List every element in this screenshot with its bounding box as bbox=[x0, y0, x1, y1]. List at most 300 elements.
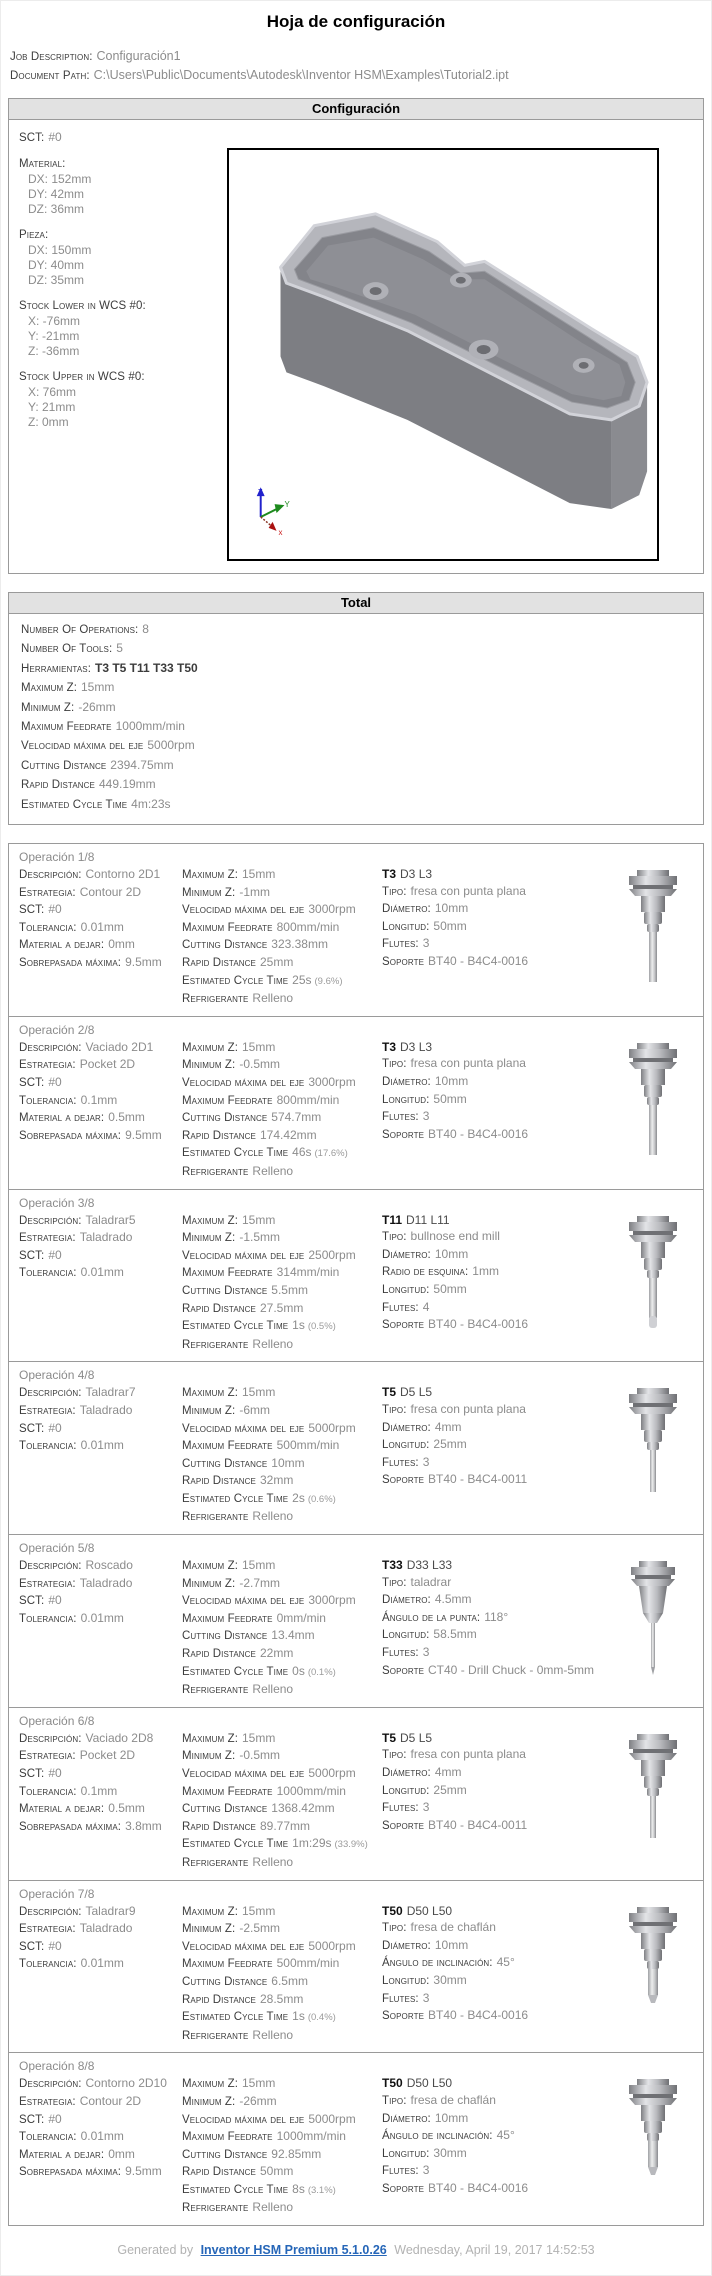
page-title: Hoja de configuración bbox=[266, 12, 446, 31]
field-label: Flutes: bbox=[382, 1111, 419, 1124]
field-row bbox=[382, 1746, 613, 1764]
field-row bbox=[182, 1800, 382, 1818]
field-row bbox=[19, 1730, 182, 1748]
field-value: 25mm bbox=[433, 1437, 467, 1452]
field-value: 32mm bbox=[259, 1473, 294, 1488]
tool-number: T5 bbox=[382, 1730, 397, 1745]
field-row bbox=[19, 1938, 182, 1956]
tool-number: T5 bbox=[382, 1385, 397, 1400]
field-value: 6.5mm bbox=[271, 1973, 308, 1988]
operation-title: Operación 7/8 bbox=[19, 1886, 95, 1901]
operation-row bbox=[9, 1535, 703, 1708]
field-label: Estimated Cycle Time bbox=[182, 2011, 289, 2024]
field-value: Relleno bbox=[252, 991, 294, 1006]
tool-title bbox=[382, 1903, 613, 1920]
field-row bbox=[182, 1938, 382, 1956]
field-value: 0.01mm bbox=[80, 1956, 124, 1971]
field-value: fresa de chaflán bbox=[410, 1920, 496, 1935]
bullnose-endmill-icon bbox=[613, 1212, 693, 1336]
field-label: Maximum Feedrate bbox=[182, 1094, 273, 1107]
field-label: Soporte bbox=[382, 1474, 425, 1487]
field-label: Ángulo de inclinación: bbox=[382, 1957, 493, 1970]
field-value: 5000rpm bbox=[147, 738, 195, 753]
field-value: 22mm bbox=[259, 1646, 294, 1661]
field-label: Longitud: bbox=[382, 1093, 430, 1106]
field-value: 3000rpm bbox=[308, 1075, 356, 1089]
field-row bbox=[19, 1783, 182, 1801]
field-row bbox=[19, 2075, 182, 2093]
field-label: Maximum Z: bbox=[182, 1387, 238, 1400]
field-row bbox=[182, 1955, 382, 1973]
operation-stats-column bbox=[182, 866, 382, 1008]
setup-group-item: DZ: 35mm bbox=[28, 273, 85, 287]
operation-columns bbox=[19, 1557, 693, 1699]
field-label: Minimum Z: bbox=[182, 1404, 236, 1417]
field-row bbox=[21, 639, 691, 658]
field-value: Relleno bbox=[252, 1336, 294, 1351]
field-label: Velocidad máxima del eje bbox=[182, 1422, 305, 1435]
operation-columns bbox=[19, 1903, 693, 2045]
field-value: 0.01mm bbox=[80, 1610, 124, 1625]
field-label: Refrigerante bbox=[182, 1165, 249, 1178]
field-row bbox=[19, 1384, 182, 1402]
document-path-value: C:\Users\Public\Documents\Autodesk\Inventor HSM\Examples\Tutorial2.ipt bbox=[93, 68, 509, 82]
field-value: 5.5mm bbox=[271, 1282, 308, 1297]
field-row bbox=[19, 2093, 182, 2111]
field-row bbox=[182, 1056, 382, 1074]
field-row bbox=[19, 1420, 182, 1438]
field-value: 10mm bbox=[434, 1937, 469, 1952]
field-value: Relleno bbox=[252, 1854, 294, 1869]
field-label: Velocidad máxima del eje bbox=[182, 1249, 305, 1262]
field-label: SCT: bbox=[19, 2113, 45, 2126]
field-value: Roscado bbox=[85, 1558, 133, 1573]
job-description-value: Configuración1 bbox=[96, 49, 181, 63]
field-value: #0 bbox=[48, 1593, 62, 1608]
field-row bbox=[19, 2163, 182, 2181]
axis-z-label: Z bbox=[257, 488, 263, 498]
operation-columns bbox=[19, 1384, 693, 1526]
field-value: 2s bbox=[292, 1490, 305, 1505]
field-value: 574.7mm bbox=[271, 1110, 322, 1125]
field-label: Soporte bbox=[382, 2182, 425, 2195]
field-label: Tolerancia: bbox=[19, 1440, 77, 1453]
field-label: Velocidad máxima del eje bbox=[182, 2113, 305, 2126]
document-meta bbox=[10, 47, 704, 85]
flat-endmill-small-icon bbox=[613, 1384, 693, 1508]
field-value: 10mm bbox=[434, 901, 469, 916]
field-row bbox=[182, 1783, 382, 1801]
setup-group-item: Z: -36mm bbox=[28, 344, 80, 358]
field-label: Diámetro: bbox=[382, 1939, 431, 1952]
field-label: Cutting Distance bbox=[182, 1284, 268, 1297]
field-label: Minimum Z: bbox=[182, 1750, 236, 1763]
setup-group-header bbox=[19, 155, 227, 172]
tool-number: T50 bbox=[382, 2076, 403, 2091]
setup-group-item: DY: 42mm bbox=[28, 187, 85, 201]
field-row bbox=[182, 2146, 382, 2164]
field-value: 3 bbox=[422, 1800, 430, 1815]
field-label: Refrigerante bbox=[182, 2029, 249, 2042]
field-row bbox=[19, 1765, 182, 1783]
field-note: (9.6%) bbox=[314, 975, 343, 987]
field-label: Refrigerante bbox=[182, 2202, 249, 2215]
field-value: #0 bbox=[48, 1420, 62, 1435]
tool-info-column bbox=[382, 2075, 613, 2197]
field-value: 0.1mm bbox=[80, 1783, 118, 1798]
field-value: -1mm bbox=[239, 884, 270, 899]
field-row bbox=[182, 2128, 382, 2146]
field-label: Tipo: bbox=[382, 1922, 407, 1935]
setup-group-item: X: -76mm bbox=[28, 314, 81, 328]
field-value: BT40 - B4C4-0016 bbox=[428, 2008, 529, 2023]
field-value: 30mm bbox=[433, 1972, 467, 1987]
field-label: Velocidad máxima del eje bbox=[182, 1940, 305, 1953]
field-row bbox=[19, 954, 182, 972]
field-row bbox=[182, 1920, 382, 1938]
field-row bbox=[382, 2092, 613, 2110]
field-label: Estrategia: bbox=[19, 1232, 76, 1245]
field-label: Flutes: bbox=[382, 1647, 419, 1660]
field-row bbox=[382, 1990, 613, 2008]
field-row bbox=[182, 919, 382, 937]
field-value: 3 bbox=[422, 2163, 430, 2178]
field-value: 500mm/min bbox=[276, 1956, 340, 1971]
field-row bbox=[382, 1073, 613, 1091]
field-label: Number Of Tools: bbox=[21, 643, 113, 656]
field-value: 174.42mm bbox=[259, 1127, 317, 1142]
field-row bbox=[182, 1247, 382, 1265]
field-value: bullnose end mill bbox=[410, 1229, 500, 1244]
field-row bbox=[182, 1835, 382, 1854]
field-label: Descripción: bbox=[19, 2078, 82, 2091]
field-value: 89.77mm bbox=[259, 1818, 310, 1833]
tool-info-column bbox=[382, 1039, 613, 1144]
field-label: Soporte bbox=[382, 1664, 425, 1677]
field-row bbox=[182, 990, 382, 1008]
field-label: Flutes: bbox=[382, 1301, 419, 1314]
field-row bbox=[19, 1437, 182, 1455]
field-value: -26mm bbox=[239, 2093, 277, 2108]
field-row bbox=[182, 1973, 382, 1991]
field-value: 58.5mm bbox=[433, 1627, 477, 1642]
field-row bbox=[382, 1574, 613, 1592]
field-value: 15mm bbox=[242, 867, 276, 882]
operation-stats-column bbox=[182, 1384, 382, 1526]
field-value: 5000rpm bbox=[308, 2111, 356, 2126]
field-row bbox=[182, 1229, 382, 1247]
field-row bbox=[382, 1972, 613, 1990]
operation-columns bbox=[19, 866, 693, 1008]
operation-row bbox=[9, 1708, 703, 1881]
field-value: 5 bbox=[116, 641, 123, 656]
field-value: 0s bbox=[292, 1663, 305, 1678]
field-row bbox=[382, 1316, 613, 1334]
field-row bbox=[382, 2162, 613, 2180]
setup-group-item: X: 76mm bbox=[28, 385, 77, 399]
tool-title bbox=[382, 2075, 613, 2092]
field-row bbox=[21, 698, 691, 717]
field-row bbox=[182, 1384, 382, 1402]
field-label: Maximum Z: bbox=[182, 869, 238, 882]
field-row bbox=[182, 2163, 382, 2181]
field-note: (0.1%) bbox=[307, 1666, 336, 1678]
field-value: Contour 2D bbox=[79, 884, 142, 899]
operation-title: Operación 1/8 bbox=[19, 850, 95, 865]
field-row bbox=[182, 1317, 382, 1336]
field-value: 9.5mm bbox=[125, 1127, 162, 1142]
drill-icon bbox=[613, 1557, 693, 1681]
field-row bbox=[21, 756, 691, 775]
field-value: fresa con punta plana bbox=[410, 883, 526, 898]
field-value: 3.8mm bbox=[125, 1818, 162, 1833]
field-value: -0.5mm bbox=[239, 1057, 280, 1072]
field-label: Tipo: bbox=[382, 1058, 407, 1071]
field-label: Longitud: bbox=[382, 1974, 430, 1987]
operation-stats-column bbox=[182, 2075, 382, 2217]
field-value: 8s bbox=[292, 2181, 305, 2196]
operation-columns bbox=[19, 1039, 693, 1181]
document-path-row bbox=[10, 66, 704, 85]
field-label: Rapid Distance bbox=[182, 957, 256, 970]
field-row bbox=[382, 1644, 613, 1662]
field-label: Cutting Distance bbox=[182, 1975, 268, 1988]
total-rows bbox=[9, 614, 703, 824]
part-3d-view bbox=[227, 148, 659, 561]
field-value: 15mm bbox=[81, 680, 115, 695]
total-section-header: Total bbox=[9, 593, 703, 614]
tool-info-column bbox=[382, 866, 613, 971]
field-value: #0 bbox=[48, 2111, 62, 2126]
field-value: 0.1mm bbox=[80, 1092, 118, 1107]
field-label: Estrategia: bbox=[19, 1059, 76, 1072]
field-value: 1368.42mm bbox=[271, 1801, 335, 1816]
tool-dims: D50 L50 bbox=[406, 2076, 453, 2091]
field-row bbox=[19, 1575, 182, 1593]
field-label: SCT: bbox=[19, 1940, 45, 1953]
field-value: Vaciado 2D8 bbox=[85, 1730, 154, 1745]
field-row bbox=[382, 1662, 613, 1680]
operation-stats-column bbox=[182, 1212, 382, 1354]
field-row bbox=[382, 1609, 613, 1627]
field-label: Soporte bbox=[382, 1319, 425, 1332]
field-label: Tolerancia: bbox=[19, 2131, 77, 2144]
tool-dims: D5 L5 bbox=[400, 1385, 433, 1400]
field-value: 800mm/min bbox=[276, 919, 340, 934]
field-label: Maximum Z: bbox=[182, 1560, 238, 1573]
footer-prefix: Generated by bbox=[117, 2243, 194, 2258]
field-row bbox=[19, 1039, 182, 1057]
field-row bbox=[19, 2128, 182, 2146]
field-row bbox=[19, 936, 182, 954]
field-row bbox=[21, 717, 691, 736]
field-value: -2.7mm bbox=[239, 1575, 280, 1590]
tool-info-column bbox=[382, 1212, 613, 1334]
field-label: Tipo: bbox=[382, 2094, 407, 2107]
field-value: 3000rpm bbox=[308, 902, 356, 917]
field-label: Minimum Z: bbox=[182, 2095, 236, 2108]
field-label: Sobrepasada máxima: bbox=[19, 957, 122, 970]
field-value: 1000mm/min bbox=[276, 1783, 346, 1798]
field-label: Soporte bbox=[382, 956, 425, 969]
field-row bbox=[19, 919, 182, 937]
field-label: SCT: bbox=[19, 1768, 45, 1780]
field-value: 314mm/min bbox=[276, 1265, 340, 1280]
field-label: SCT: bbox=[19, 1249, 45, 1262]
field-row bbox=[382, 1436, 613, 1454]
field-row bbox=[182, 1455, 382, 1473]
field-row bbox=[182, 1747, 382, 1765]
field-value: Taladrar9 bbox=[85, 1903, 136, 1918]
field-value: 500mm/min bbox=[276, 1438, 340, 1453]
field-value: 15mm bbox=[242, 2076, 276, 2091]
field-note: (33.9%) bbox=[334, 1839, 368, 1851]
field-row bbox=[382, 1263, 613, 1281]
setup-group-item: DY: 40mm bbox=[28, 258, 85, 272]
field-row bbox=[182, 1092, 382, 1110]
field-value: 449.19mm bbox=[98, 777, 156, 792]
field-label: Longitud: bbox=[382, 1283, 430, 1296]
field-row bbox=[182, 954, 382, 972]
field-row bbox=[19, 884, 182, 902]
field-row bbox=[19, 1920, 182, 1938]
field-label: Estimated Cycle Time bbox=[182, 2183, 289, 2196]
field-value: 4.5mm bbox=[434, 1592, 472, 1607]
field-label: Rapid Distance bbox=[182, 1475, 256, 1488]
field-row bbox=[19, 1074, 182, 1092]
field-note: (0.5%) bbox=[307, 1321, 336, 1333]
field-row bbox=[382, 1471, 613, 1489]
setup-group-item: DZ: 36mm bbox=[28, 202, 85, 216]
field-value: 15mm bbox=[242, 1385, 276, 1400]
field-row bbox=[382, 1954, 613, 1972]
field-row bbox=[182, 1663, 382, 1682]
field-label: Maximum Feedrate bbox=[182, 1785, 273, 1798]
field-row bbox=[182, 972, 382, 991]
field-value: T3 T5 T11 T33 T50 bbox=[95, 660, 198, 675]
field-value: 118° bbox=[484, 1609, 509, 1624]
operation-stats-column bbox=[182, 1557, 382, 1699]
field-label: Refrigerante bbox=[182, 1338, 249, 1351]
field-label: Tipo: bbox=[382, 1403, 407, 1416]
field-label: Maximum Feedrate bbox=[182, 1958, 273, 1971]
field-value: 5000rpm bbox=[308, 1938, 356, 1953]
field-label: Tipo: bbox=[382, 1749, 407, 1762]
field-label: SCT: bbox=[19, 1595, 45, 1608]
field-label: Estimated Cycle Time bbox=[182, 1492, 289, 1505]
field-label: Minimum Z: bbox=[21, 701, 75, 714]
operations-table bbox=[8, 843, 704, 2226]
field-label: Maximum Z: bbox=[182, 2078, 238, 2091]
field-row bbox=[382, 1454, 613, 1472]
tool-dims: D3 L3 bbox=[400, 867, 433, 882]
field-note: (17.6%) bbox=[314, 1148, 348, 1160]
field-label: Velocidad máxima del eje bbox=[182, 1768, 305, 1780]
field-label: Maximum Z: bbox=[182, 1905, 238, 1918]
field-label: Tolerancia: bbox=[19, 921, 77, 934]
setup-group-item: Y: -21mm bbox=[28, 329, 80, 343]
document-path-label: Document Path: bbox=[10, 70, 90, 82]
field-label: Sobrepasada máxima: bbox=[19, 1129, 122, 1142]
field-value: -6mm bbox=[239, 1402, 270, 1417]
field-row bbox=[182, 1437, 382, 1455]
operation-info-column bbox=[19, 866, 182, 972]
generator-link[interactable]: Inventor HSM Premium 5.1.0.26 bbox=[200, 2243, 387, 2258]
field-value: Relleno bbox=[252, 1163, 294, 1178]
field-label: Cutting Distance bbox=[21, 759, 107, 772]
field-value: 92.85mm bbox=[271, 2146, 322, 2161]
field-row bbox=[182, 1127, 382, 1145]
field-row bbox=[382, 1919, 613, 1937]
field-label: Estimated Cycle Time bbox=[182, 974, 289, 987]
field-value: 15mm bbox=[242, 1212, 276, 1227]
field-value: 1000mm/min bbox=[115, 719, 185, 734]
operation-title: Operación 6/8 bbox=[19, 1713, 95, 1728]
field-value: fresa con punta plana bbox=[410, 1056, 526, 1071]
field-row bbox=[182, 884, 382, 902]
field-row bbox=[19, 2111, 182, 2129]
field-label: Flutes: bbox=[382, 938, 419, 951]
footer-timestamp: Wednesday, April 19, 2017 14:52:53 bbox=[394, 2243, 595, 2258]
field-value: -26mm bbox=[78, 699, 116, 714]
field-row bbox=[182, 1903, 382, 1921]
field-row bbox=[382, 1591, 613, 1609]
field-row bbox=[382, 1126, 613, 1144]
setup-group-header bbox=[19, 129, 227, 146]
field-row bbox=[21, 775, 691, 794]
field-value: 15mm bbox=[242, 1558, 276, 1573]
field-value: BT40 - B4C4-0016 bbox=[428, 1126, 529, 1141]
footer bbox=[8, 2243, 704, 2257]
field-value: 45° bbox=[496, 1955, 515, 1970]
field-label: Descripción: bbox=[19, 1560, 82, 1573]
field-label: Ángulo de la punta: bbox=[382, 1611, 481, 1624]
field-value: 0.01mm bbox=[80, 919, 124, 934]
field-label: Cutting Distance bbox=[182, 2148, 268, 2161]
field-value: 3 bbox=[422, 936, 430, 951]
operation-info-column bbox=[19, 1212, 182, 1282]
field-value: 50mm bbox=[433, 918, 467, 933]
field-row bbox=[21, 678, 691, 697]
field-value: Taladrado bbox=[79, 1575, 133, 1590]
field-row bbox=[382, 900, 613, 918]
field-value: 0mm/min bbox=[276, 1610, 326, 1625]
field-label: Descripción: bbox=[19, 1214, 82, 1227]
field-value: #0 bbox=[48, 1938, 62, 1953]
field-value: 25mm bbox=[433, 1782, 467, 1797]
operation-columns bbox=[19, 1730, 693, 1872]
field-label: Maximum Feedrate bbox=[182, 2131, 273, 2144]
field-value: 1000mm/min bbox=[276, 2129, 346, 2144]
field-value: BT40 - B4C4-0016 bbox=[428, 954, 529, 969]
field-value: 3000rpm bbox=[308, 1593, 356, 1608]
field-row bbox=[19, 1092, 182, 1110]
field-label: SCT: bbox=[19, 132, 45, 144]
field-label: Tipo: bbox=[382, 1231, 407, 1244]
field-row bbox=[182, 2199, 382, 2217]
field-row bbox=[182, 1264, 382, 1282]
operation-info-column bbox=[19, 1730, 182, 1836]
field-row bbox=[19, 1247, 182, 1265]
field-label: Diámetro: bbox=[382, 1594, 431, 1607]
field-value: Pocket 2D bbox=[79, 1748, 136, 1763]
field-value: 28.5mm bbox=[259, 1991, 304, 2006]
field-label: Rapid Distance bbox=[182, 2166, 256, 2179]
field-label: Number Of Operations: bbox=[21, 624, 139, 636]
field-value: 3 bbox=[422, 1454, 430, 1469]
field-label: Refrigerante bbox=[182, 1511, 249, 1524]
field-value: 15mm bbox=[242, 1730, 276, 1745]
